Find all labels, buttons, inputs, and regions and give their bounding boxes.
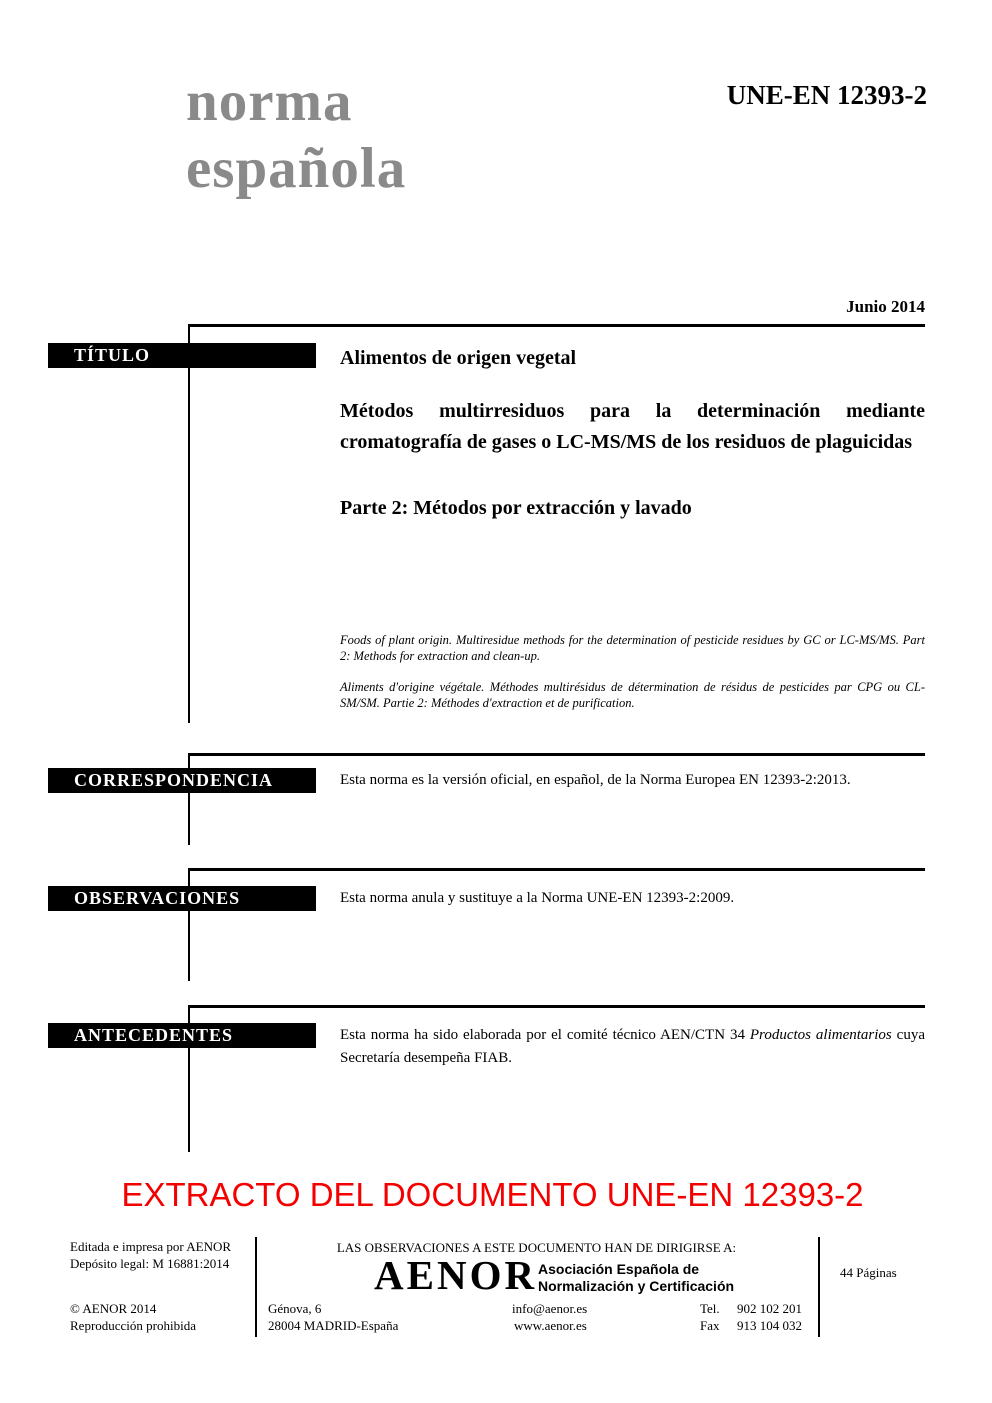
footer-address-city: 28004 MADRID-España: [268, 1318, 399, 1333]
publisher-brand: [186, 68, 406, 202]
brand-line-1: norma: [186, 70, 353, 133]
aenor-org-line1: Asociación Española de: [538, 1261, 700, 1277]
title-english: Foods of plant origin. Multiresidue methods for the determination of pesticide residues by GC or LC-MS/MS. Part 2: Methods for extraction and clean-up.: [340, 633, 925, 663]
extract-banner: EXTRACTO DEL DOCUMENTO UNE-EN 12393-2: [121, 1176, 864, 1213]
brand-line-2: española: [186, 137, 407, 200]
correspondencia-text: Esta norma es la versión oficial, en español, de la Norma Europea EN 12393-2:2013.: [340, 772, 851, 788]
title-french: Aliments d'origine végétale. Méthodes multirésidus de détermination de résidus de pesticides par CPG ou CL-SM/SM. Partie 2: Méthodes d'extraction et de purification.: [340, 680, 925, 710]
document-date: Junio 2014: [846, 297, 925, 316]
footer-observations-notice: LAS OBSERVACIONES A ESTE DOCUMENTO HAN DE DIRIGIRSE A:: [336, 1240, 737, 1255]
footer-reproduction: Reproducción prohibida: [70, 1318, 196, 1333]
footer-email: info@aenor.es: [512, 1301, 588, 1316]
antecedentes-text: [340, 1024, 925, 1070]
footer-legal-deposit: Depósito legal: M 16881:2014: [70, 1256, 230, 1271]
titulo-top-rule: [188, 324, 925, 327]
observaciones-top-rule: [188, 868, 925, 871]
antecedentes-text-part2: cuya Secretaría desempeña FIAB.: [340, 1027, 925, 1066]
title-subject: Alimentos de origen vegetal: [340, 347, 577, 369]
document-code: UNE-EN 12393-2: [726, 80, 927, 110]
observaciones-left-rule: [188, 868, 190, 981]
title-method-paragraph: Métodos multirresiduos para la determinación mediante cromatografía de gases o LC-MS/MS de los residuos de plaguicidas: [340, 400, 925, 453]
title-part-line: Parte 2: Métodos por extracción y lavado: [340, 497, 692, 519]
antecedentes-text-italic: Productos alimentarios: [749, 1027, 892, 1043]
footer-page-count: 44 Páginas: [840, 1265, 897, 1280]
antecedentes-top-rule: [188, 1005, 925, 1008]
footer-copyright: © AENOR 2014: [70, 1301, 157, 1316]
titulo-label: TÍTULO: [48, 343, 316, 368]
aenor-org-name: [538, 1261, 734, 1295]
correspondencia-top-rule: [188, 753, 925, 756]
footer-fax-number: 913 104 032: [737, 1318, 802, 1333]
footer-tel-number: 902 102 201: [737, 1301, 802, 1316]
footer-address-street: Génova, 6: [268, 1301, 322, 1316]
antecedentes-label: ANTECEDENTES: [48, 1023, 316, 1048]
antecedentes-text-part1: Esta norma ha sido elaborada por el comité técnico AEN/CTN 34: [340, 1027, 750, 1043]
observaciones-label: OBSERVACIONES: [48, 886, 316, 911]
correspondencia-label: CORRESPONDENCIA: [48, 768, 316, 793]
footer-divider-right: [818, 1237, 820, 1337]
correspondencia-left-rule: [188, 753, 190, 845]
footer-tel-label: Tel.: [700, 1301, 720, 1316]
aenor-org-line2: Normalización y Certificación: [538, 1278, 735, 1294]
titulo-left-rule: [188, 324, 190, 723]
footer-web: www.aenor.es: [514, 1318, 587, 1333]
observaciones-text: Esta norma anula y sustituye a la Norma UNE-EN 12393-2:2009.: [340, 890, 735, 906]
footer-fax-label: Fax: [700, 1318, 720, 1333]
footer-edited-by: Editada e impresa por AENOR: [70, 1239, 232, 1254]
aenor-logo: AENOR: [374, 1252, 538, 1298]
